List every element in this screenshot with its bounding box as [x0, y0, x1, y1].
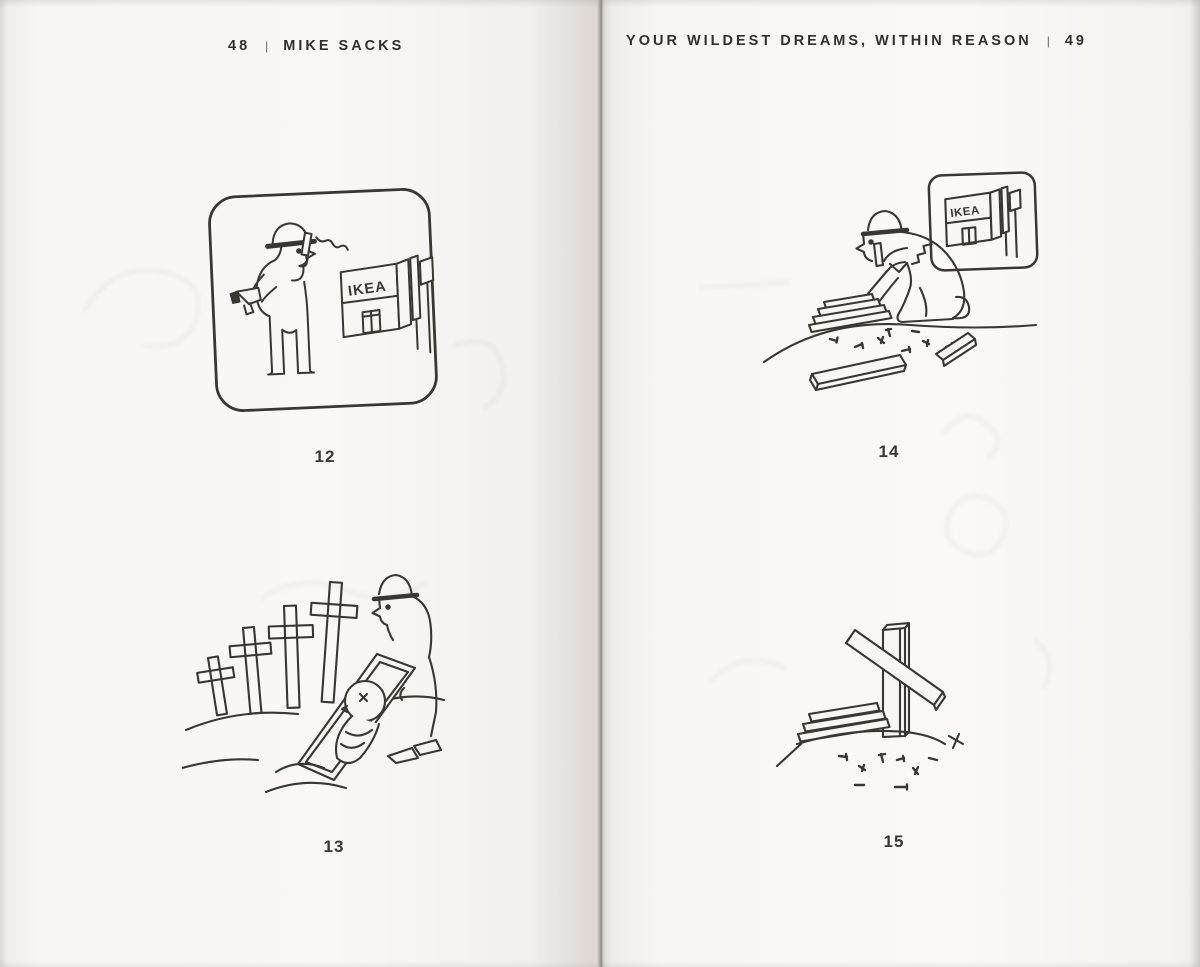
running-head-author: MIKE SACKS [283, 38, 405, 54]
plank-stack [798, 703, 890, 742]
construction-worker-figure [228, 222, 320, 376]
scattered-screws [830, 329, 953, 352]
scan-edge-right [1190, 0, 1200, 967]
running-head-title: YOUR WILDEST DREAMS, WITHIN REASON [626, 33, 1032, 49]
running-head-left [228, 38, 404, 54]
panel-12-illustration [201, 181, 445, 421]
call-squiggle [912, 244, 932, 264]
panel-14-caption: 14 [878, 442, 900, 461]
panel-15-illustration [773, 598, 995, 812]
panel-14-illustration [760, 168, 1048, 423]
running-head-right [626, 33, 1087, 49]
page-number-right: 49 [1064, 33, 1087, 49]
running-head-divider: | [1046, 34, 1050, 48]
gutter-crease-shadow [597, 0, 605, 967]
page-number-left: 48 [228, 38, 251, 54]
inset-thought-frame [928, 172, 1037, 271]
call-squiggle [316, 236, 348, 251]
ikea-store-drawing [340, 255, 436, 356]
scan-edge-bottom [0, 961, 1200, 967]
running-head-divider: | [265, 39, 269, 53]
panel-13-caption: 13 [323, 837, 345, 856]
coffin-drawing [298, 654, 415, 780]
ikea-sign-text: IKEA [949, 204, 981, 221]
panel-12-caption: 12 [314, 447, 336, 466]
scattered-screws [839, 754, 937, 790]
ikea-store-mini-drawing [945, 186, 1022, 259]
scan-edge-left [0, 0, 8, 967]
grave-crosses [195, 581, 359, 718]
ikea-sign-text: IKEA [347, 278, 388, 300]
panel-13-illustration [182, 560, 467, 805]
scan-edge-top [0, 0, 1200, 7]
panel-15-caption: 15 [883, 832, 905, 851]
